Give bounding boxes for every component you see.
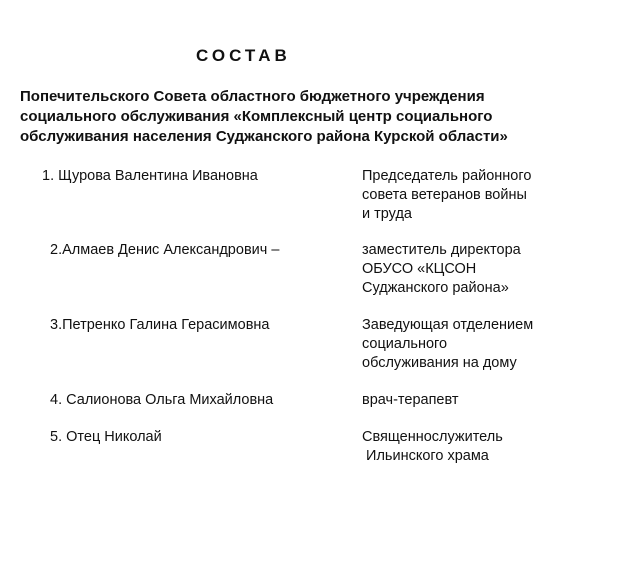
document-subtitle: [20, 87, 610, 147]
member-role: [362, 241, 612, 298]
member-role-line: Заведующая отделением: [362, 317, 534, 333]
subtitle-line: обслуживания населения Суджанского района Курской области»: [20, 128, 508, 145]
member-name: 5. Отец Николай: [50, 429, 162, 445]
member-name: 4. Салионова Ольга Михайловна: [50, 392, 274, 408]
member-role-line: Суджанского района»: [362, 280, 509, 296]
member-role-line: врач-терапевт: [362, 392, 459, 408]
member-role: [362, 316, 612, 373]
member-role-line: Ильинского храма: [362, 448, 489, 464]
member-role-line: Председатель районного: [362, 168, 532, 184]
member-name: 3.Петренко Галина Герасимовна: [50, 317, 270, 333]
member-role-line: обслуживания на дому: [362, 355, 517, 371]
member-name: 1. Щурова Валентина Ивановна: [42, 168, 258, 184]
document-title: СОСТАВ: [196, 46, 291, 65]
subtitle-line: социального обслуживания «Комплексный центр социального: [20, 108, 493, 125]
member-role-line: социального: [362, 336, 448, 352]
member-role-line: совета ветеранов войны: [362, 187, 527, 203]
member-role-line: заместитель директора: [362, 242, 521, 258]
member-role: [362, 167, 612, 224]
member-name: 2.Алмаев Денис Александрович –: [50, 242, 280, 258]
member-role-line: и труда: [362, 206, 412, 222]
member-role-line: ОБУСО «КЦСОН: [362, 261, 477, 277]
member-role-line: Священнослужитель: [362, 429, 503, 445]
subtitle-line: Попечительского Совета областного бюджетного учреждения: [20, 88, 485, 105]
member-role: [362, 428, 612, 466]
member-role: [362, 391, 612, 410]
